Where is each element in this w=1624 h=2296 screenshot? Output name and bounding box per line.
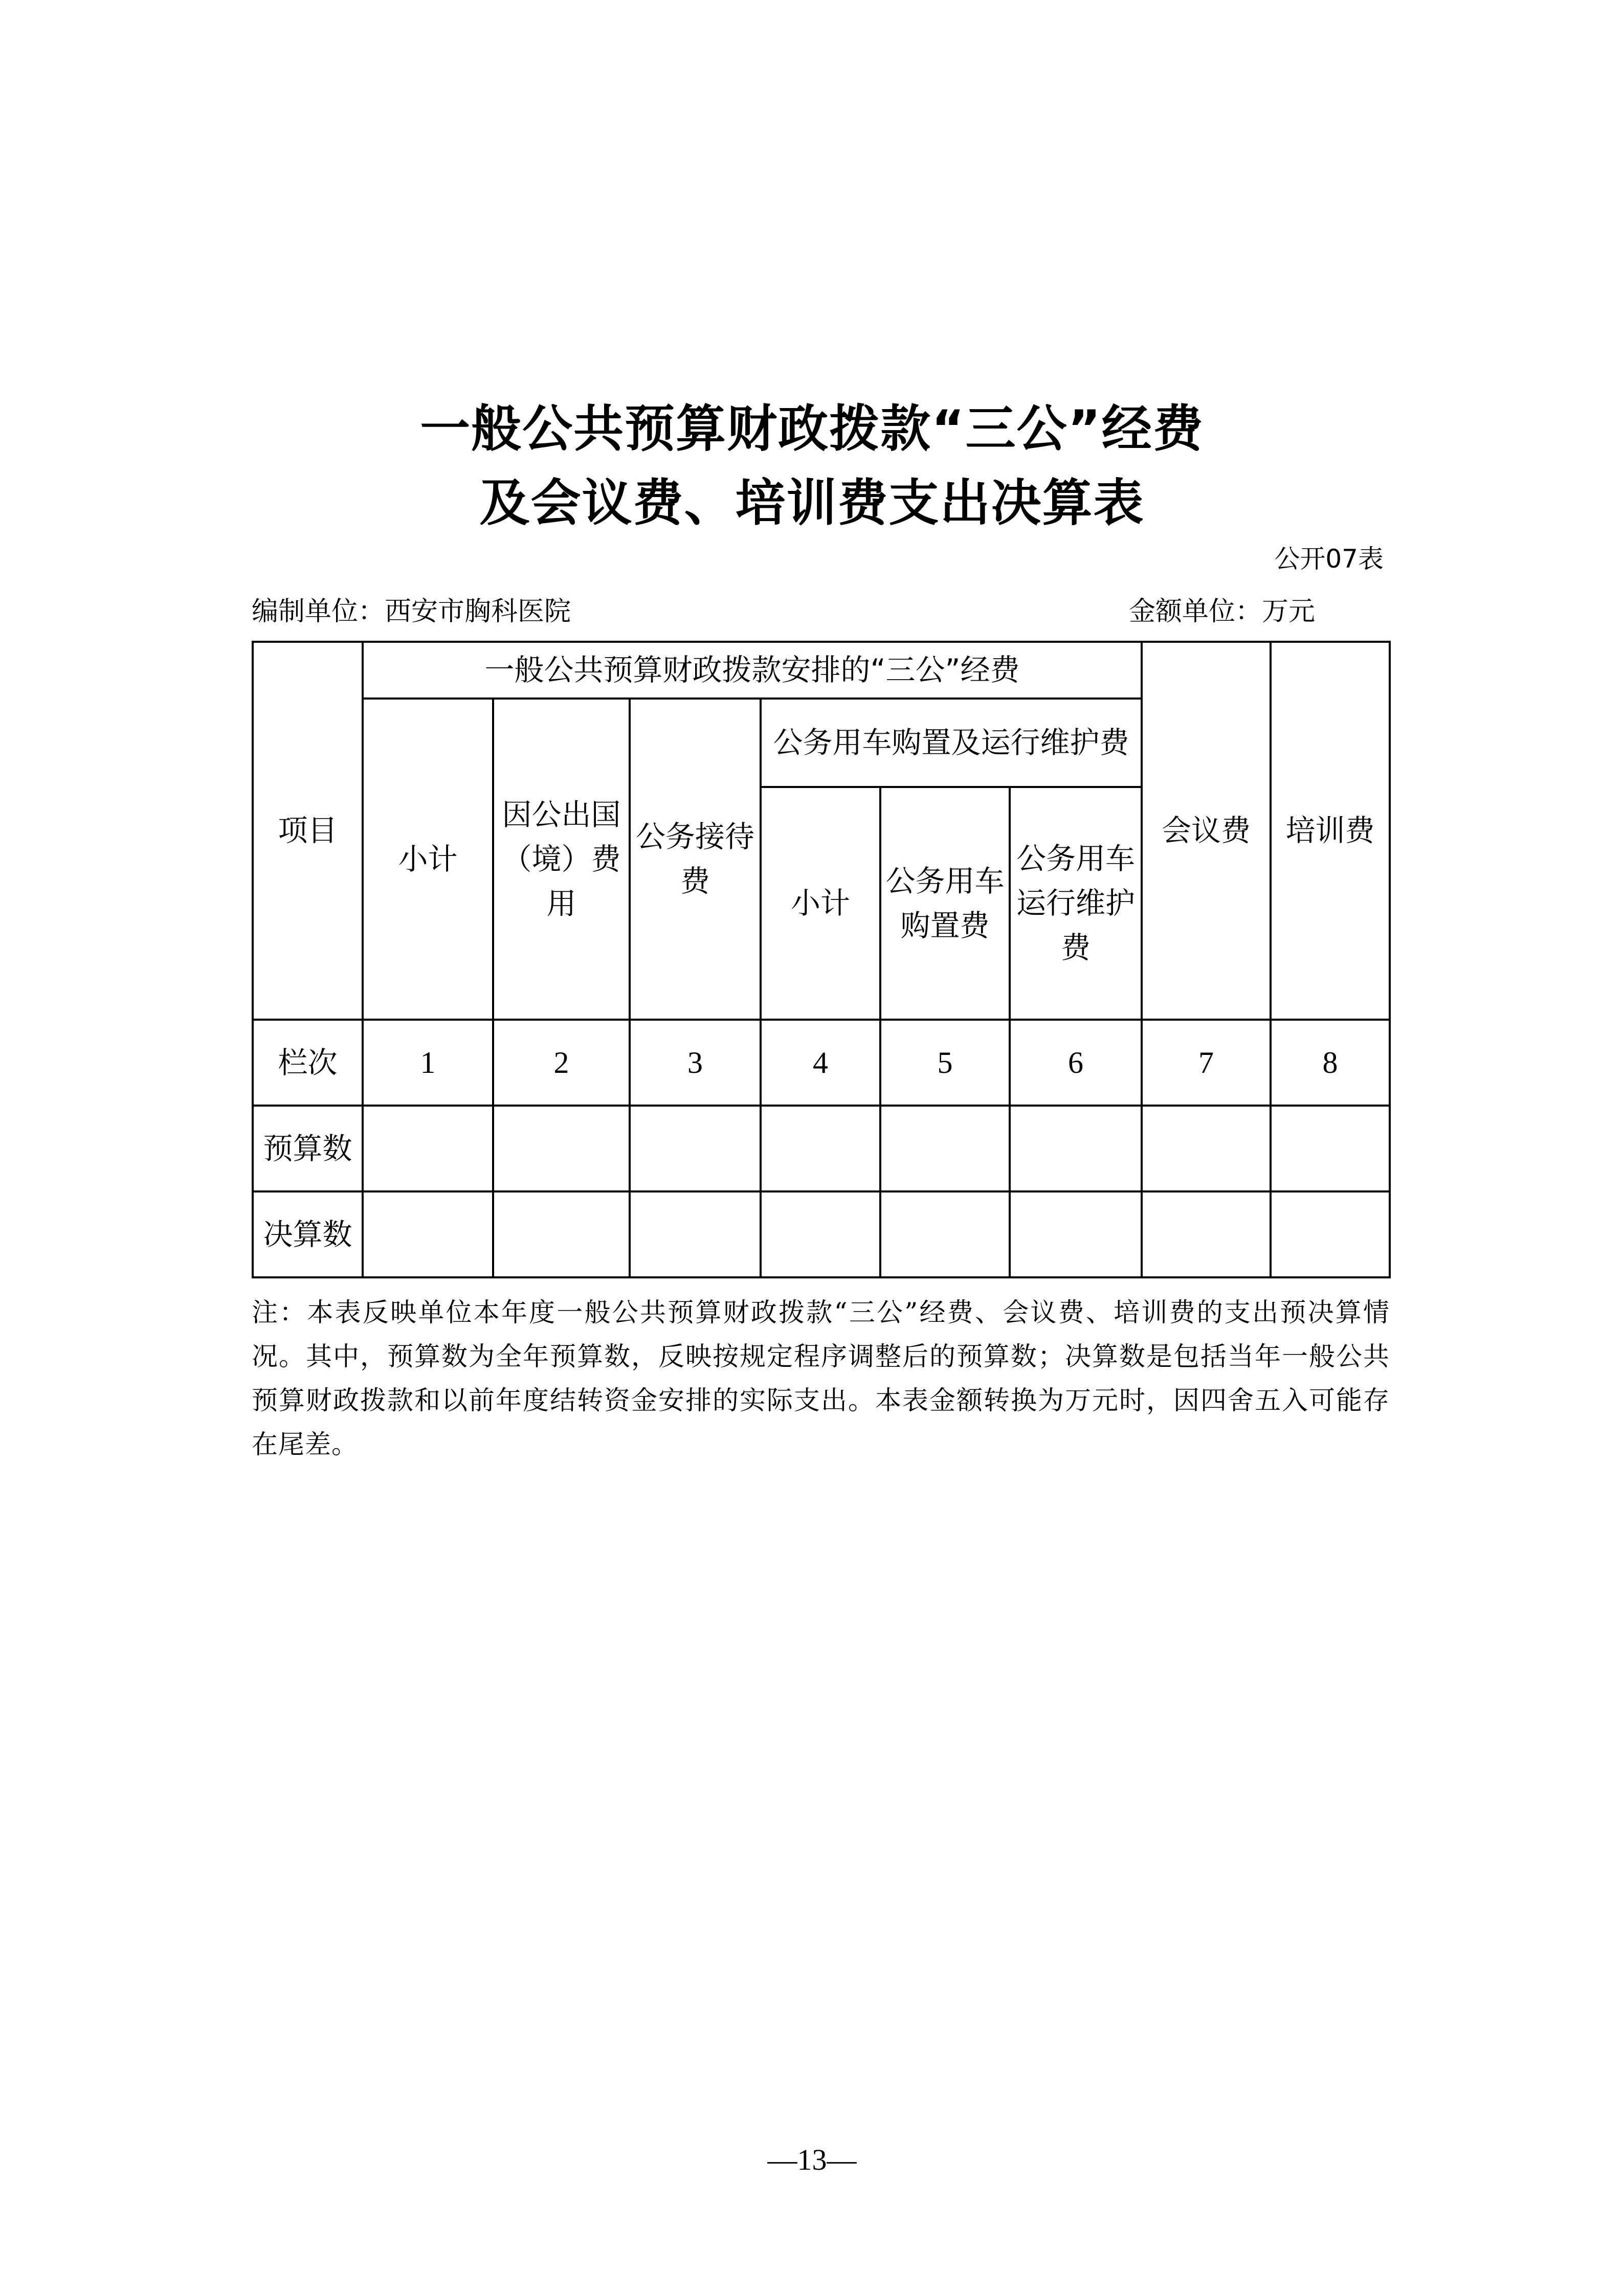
header-vehicle-subtotal: 小计 (761, 787, 880, 1020)
column-number: 3 (630, 1020, 761, 1106)
header-three-public-group: 一般公共预算财政拨款安排的“三公”经费 (363, 642, 1142, 699)
column-number: 5 (880, 1020, 1010, 1106)
table-cell (493, 1191, 630, 1277)
table-cell (761, 1106, 880, 1191)
column-number: 2 (493, 1020, 630, 1106)
column-number: 8 (1271, 1020, 1390, 1106)
table-row-final (253, 1191, 1390, 1277)
table-cell (363, 1106, 493, 1191)
amount-unit: 金额单位：万元 (1129, 596, 1316, 627)
table-cell (1010, 1191, 1142, 1277)
column-number: 7 (1142, 1020, 1271, 1106)
page-title: 一般公共预算财政拨款“三公”经费 (420, 400, 1204, 458)
table-row-index (253, 1020, 1390, 1106)
header-vehicle-group: 公务用车购置及运行维护费 (761, 699, 1142, 787)
table-cell (493, 1106, 630, 1191)
column-number: 6 (1010, 1020, 1142, 1106)
table-cell (1142, 1191, 1271, 1277)
row-label-budget: 预算数 (253, 1106, 363, 1191)
compiler-unit: 编制单位：西安市胸科医院 (252, 596, 571, 627)
table-note: 注：本表反映单位本年度一般公共预算财政拨款“三公”经费、会议费、培训费的支出预决算情况。其中，预算数为全年预算数，反映按规定程序调整后的预算数；决算数是包括当年一般公共预算财政拨款和以前年度结转资金安排的实际支出。本表金额转换为万元时，因四舍五入可能存在尾差。 (252, 1298, 1390, 1460)
table-row-budget (253, 1106, 1390, 1191)
table-cell (630, 1191, 761, 1277)
expense-table (252, 641, 1391, 1278)
header-abroad: 因公出国（境）费用 (493, 699, 630, 1020)
page-subtitle: 及会议费、培训费支出决算表 (479, 474, 1145, 532)
table-cell (880, 1106, 1010, 1191)
header-vehicle-purchase: 公务用车购置费 (880, 787, 1010, 1020)
table-cell (1271, 1106, 1390, 1191)
page-number: —13— (767, 2143, 857, 2176)
table-cell (363, 1191, 493, 1277)
header-project: 项目 (253, 642, 363, 1020)
table-cell (1142, 1106, 1271, 1191)
header-reception: 公务接待费 (630, 699, 761, 1020)
header-subtotal: 小计 (363, 699, 493, 1020)
table-code: 公开07表 (1274, 544, 1384, 574)
header-vehicle-operation: 公务用车运行维护费 (1010, 787, 1142, 1020)
column-number: 4 (761, 1020, 880, 1106)
row-label-index: 栏次 (253, 1020, 363, 1106)
header-meeting: 会议费 (1142, 642, 1271, 1020)
row-label-final: 决算数 (253, 1191, 363, 1277)
table-cell (630, 1106, 761, 1191)
header-training: 培训费 (1271, 642, 1390, 1020)
table-cell (1271, 1191, 1390, 1277)
table-cell (761, 1191, 880, 1277)
table-cell (880, 1191, 1010, 1277)
column-number: 1 (363, 1020, 493, 1106)
table-cell (1010, 1106, 1142, 1191)
